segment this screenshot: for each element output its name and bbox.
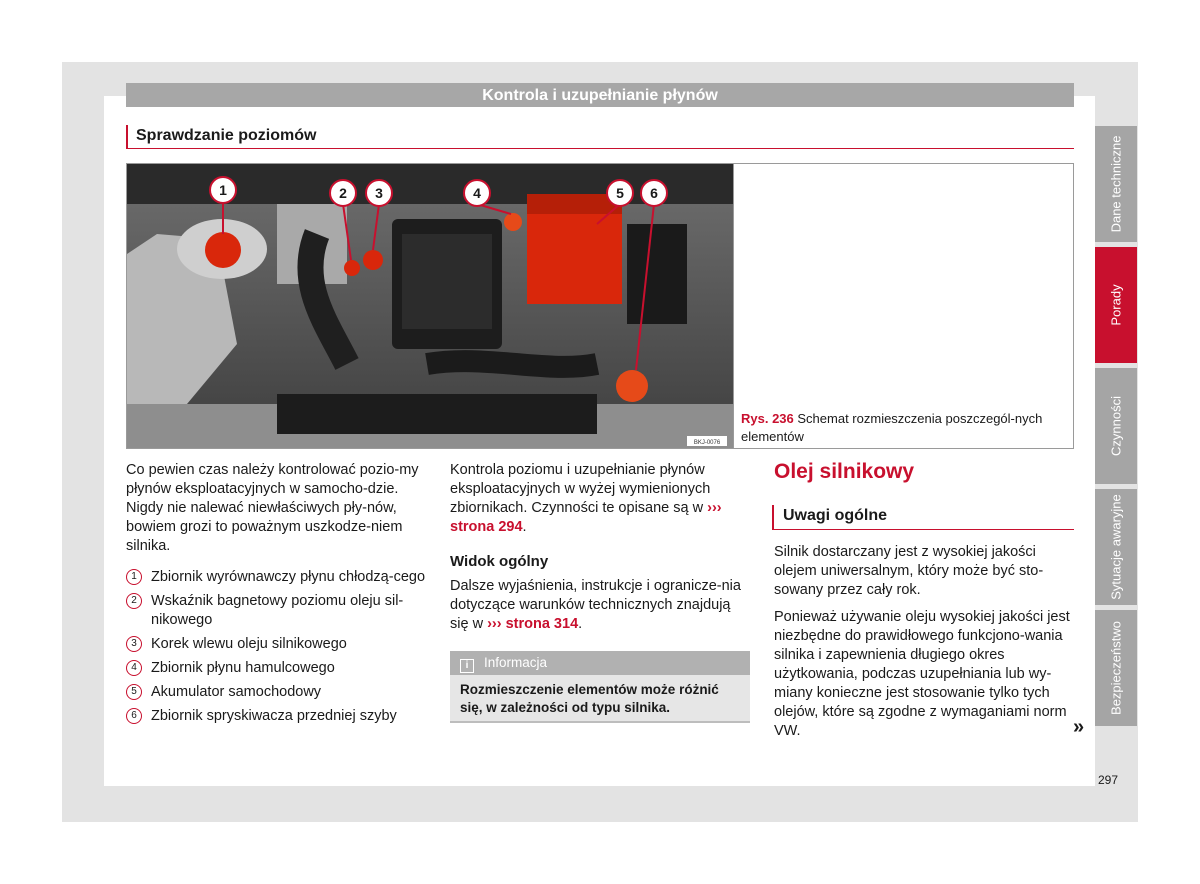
oil-heading: Olej silnikowy bbox=[774, 460, 915, 483]
svg-text:5: 5 bbox=[616, 185, 624, 201]
callout-6 bbox=[641, 180, 667, 206]
list-item: 5 Akumulator samochodowy bbox=[126, 683, 426, 702]
paragraph: Kontrola poziomu i uzupełnianie płynów eksploatacyjnych w wyżej wymienionych zbiornikach. Czynności te opisane są w ››› strona 294. bbox=[450, 462, 722, 535]
list-item: 3 Korek wlewu oleju silnikowego bbox=[126, 635, 426, 654]
list-item: 1 Zbiornik wyrównawczy płynu chłodzą-cego bbox=[126, 568, 426, 587]
callout-3 bbox=[366, 180, 392, 206]
info-box bbox=[450, 651, 750, 723]
list-item: 6 Zbiornik spryskiwacza przedniej szyby bbox=[126, 707, 426, 726]
svg-text:6: 6 bbox=[650, 185, 658, 201]
paragraph: Dalsze wyjaśnienia, instrukcje i ogranicze-nia dotyczące warunków technicznych znajdują się w ››› strona 314. bbox=[450, 578, 741, 632]
callout-5 bbox=[607, 180, 633, 206]
number-badge: 3 bbox=[126, 636, 142, 652]
tab-sytuacje-awaryjne[interactable]: Sytuacje awaryjne bbox=[1095, 489, 1137, 605]
subsection-title: Uwagi ogólne bbox=[783, 507, 887, 524]
number-badge: 5 bbox=[126, 684, 142, 700]
tab-porady[interactable]: Porady bbox=[1095, 247, 1137, 363]
continue-arrow-icon: » bbox=[1073, 716, 1085, 738]
number-badge: 1 bbox=[126, 569, 142, 585]
callout-2 bbox=[330, 180, 356, 206]
figure-caption bbox=[741, 410, 1061, 446]
svg-text:3: 3 bbox=[375, 185, 383, 201]
page-link-294[interactable]: ››› strona 294 bbox=[450, 500, 722, 535]
paragraph: Ponieważ używanie oleju wysokiej jakości jest niezbędne do prawidłowego funkcjono-wania silnika i zapewnienia długiego okres użytkowania, podczas uzupełniania lub wy-miany konieczne jest stosowanie tylko tych olejów, które są zgodne z wymaganiami norm VW. bbox=[774, 609, 1070, 739]
intro-paragraph: Co pewien czas należy kontrolować pozio-my płynów eksploatacyjnych w samocho-dzie. Nigdy nie nalewać niewłaściwych pły-nów, bowiem grozi to poważnym uszkodze-niem silnika. bbox=[126, 462, 419, 554]
number-badge: 6 bbox=[126, 708, 142, 724]
figure-caption-text: Schemat rozmieszczenia poszczegól-nych elementów bbox=[741, 411, 1043, 444]
tab-bezpieczenstwo[interactable]: Bezpieczeństwo bbox=[1095, 610, 1137, 726]
column-3 bbox=[774, 543, 1070, 741]
number-badge: 4 bbox=[126, 660, 142, 676]
page-number: 297 bbox=[1098, 773, 1119, 787]
list-item: 4 Zbiornik płynu hamulcowego bbox=[126, 659, 426, 678]
paragraph: Silnik dostarczany jest z wysokiej jakości olejem uniwersalnym, który może być sto-sowany przez cały rok. bbox=[774, 544, 1044, 598]
svg-text:2: 2 bbox=[339, 185, 347, 201]
info-box-header bbox=[450, 651, 750, 675]
svg-text:1: 1 bbox=[219, 182, 227, 198]
engine-bay-photo bbox=[127, 164, 734, 448]
column-1 bbox=[126, 461, 426, 731]
info-icon: i bbox=[460, 659, 474, 673]
section-title: Sprawdzanie poziomów bbox=[136, 127, 317, 144]
page-link-314[interactable]: ››› strona 314 bbox=[487, 616, 579, 632]
column-2 bbox=[450, 461, 750, 634]
number-badge: 2 bbox=[126, 593, 142, 609]
callout-1 bbox=[210, 177, 236, 203]
section-heading bbox=[126, 125, 1074, 149]
figure-box bbox=[126, 163, 1074, 449]
subsection-heading bbox=[772, 505, 1074, 530]
info-title: Informacja bbox=[484, 655, 548, 670]
figure-code: BKJ-0076 bbox=[693, 440, 721, 446]
chapter-header: Kontrola i uzupełnianie płynów bbox=[126, 83, 1074, 107]
tab-dane-techniczne[interactable]: Dane techniczne bbox=[1095, 126, 1137, 242]
list-item: 2 Wskaźnik bagnetowy poziomu oleju sil-nikowego bbox=[126, 592, 426, 630]
callout-4 bbox=[464, 180, 490, 206]
figure-caption-label: Rys. 236 bbox=[741, 411, 794, 426]
tab-czynnosci[interactable]: Czynności bbox=[1095, 368, 1137, 484]
subheading: Widok ogólny bbox=[450, 553, 549, 570]
component-list bbox=[126, 568, 426, 726]
info-text: Rozmieszczenie elementów może różnić się, w zależności od typu silnika. bbox=[460, 682, 719, 715]
svg-text:4: 4 bbox=[473, 185, 481, 201]
